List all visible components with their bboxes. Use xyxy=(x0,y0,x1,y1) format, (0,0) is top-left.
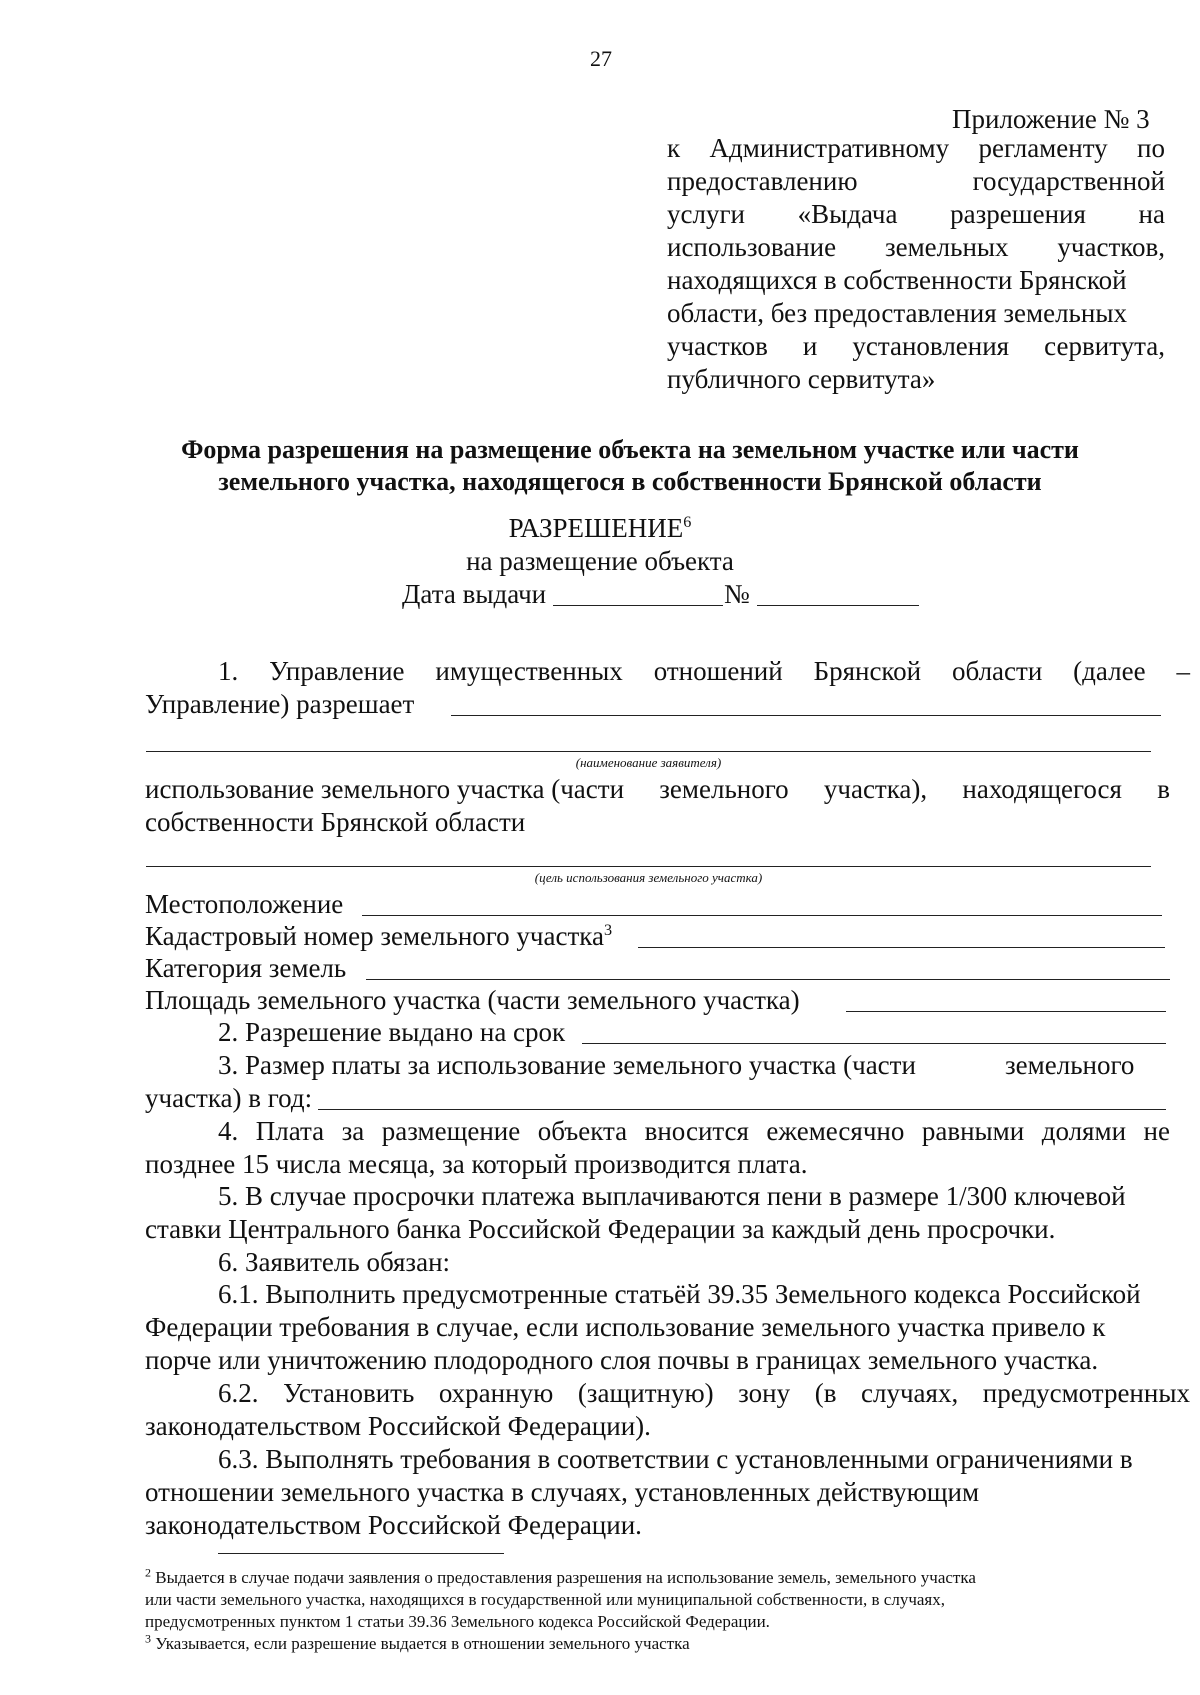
date-field[interactable] xyxy=(553,605,723,606)
footnote-2-line2: или части земельного участка, находящихся в государственной или муниципальной собственности, в случаях, xyxy=(145,1590,945,1609)
category-field[interactable] xyxy=(366,979,1170,980)
footnote-2-line1: $^2$ Выдается в случае подачи заявления о предоставления разрешения на использование земель, земельного участка xyxy=(145,1565,976,1587)
purpose-field[interactable] xyxy=(146,866,1151,867)
item61-line3: порче или уничтожению плодородного слоя почвы в границах земельного участка. xyxy=(145,1345,1099,1375)
number-field[interactable] xyxy=(757,605,919,606)
item61-line1: 6.1. Выполнить предусмотренные статьёй 39.35 Земельного кодекса Российской xyxy=(218,1279,1141,1309)
item3-line2: участка) в год: xyxy=(145,1083,313,1113)
date-label: Дата выдачи xyxy=(402,579,547,609)
item63-line2: отношении земельного участка в случаях, установленных действующим xyxy=(145,1477,980,1507)
item1-line1: 1. Управление имущественных отношений Брянской области (далее – xyxy=(218,656,1190,686)
appendix-title: Приложение № 3 xyxy=(952,104,1150,134)
item2: 2. Разрешение выдано на срок xyxy=(218,1017,566,1047)
number-label: № xyxy=(724,579,750,609)
appendix-line: услуги «Выдача разрешения на xyxy=(667,199,1165,229)
footnote-separator xyxy=(218,1553,504,1554)
caption-applicant: (наименование заявителя) xyxy=(575,755,722,770)
item1-line2: Управление) разрешает xyxy=(145,689,415,719)
page-number: 27 xyxy=(590,46,612,71)
item1-line4: собственности Брянской области xyxy=(145,807,526,837)
term-field[interactable] xyxy=(582,1043,1166,1044)
item63-line3: законодательством Российской Федерации. xyxy=(145,1510,642,1540)
cadastral-label: Кадастровый номер земельного участка$^3$ xyxy=(145,921,613,951)
location-label: Местоположение xyxy=(145,889,344,919)
category-label: Категория земель xyxy=(145,953,347,983)
appendix-line: к Административному регламенту по xyxy=(667,133,1165,163)
appendix-line: публичного сервитута» xyxy=(667,364,936,394)
fee-field[interactable] xyxy=(318,1109,1166,1110)
cadastral-field[interactable] xyxy=(638,947,1165,948)
caption-purpose: (цель использования земельного участка) xyxy=(534,870,763,885)
item3-line1-end: земельного xyxy=(1005,1050,1135,1080)
permit-subheading: на размещение объекта xyxy=(466,546,734,576)
permit-heading: РАЗРЕШЕНИЕ$^6$ xyxy=(508,513,692,543)
footnote-2-line3: предусмотренных пунктом 1 статьи 39.36 Земельного кодекса Российской Федерации. xyxy=(145,1612,770,1631)
area-label: Площадь земельного участка (части земельного участка) xyxy=(145,985,800,1015)
area-field[interactable] xyxy=(846,1011,1166,1012)
item62-line2: законодательством Российской Федерации). xyxy=(145,1411,651,1441)
appendix-line: предоставлению государственной xyxy=(667,166,1165,196)
item61-line2: Федерации требования в случае, если использование земельного участка привело к xyxy=(145,1312,1106,1342)
location-field[interactable] xyxy=(362,915,1162,916)
item4-line1: 4. Плата за размещение объекта вносится ежемесячно равными долями не xyxy=(218,1116,1170,1146)
applicant-field-2[interactable] xyxy=(146,751,1151,752)
item63-line1: 6.3. Выполнять требования в соответствии с установленными ограничениями в xyxy=(218,1444,1133,1474)
item1-line3: использование земельного участка (части земельного участка), находящегося в xyxy=(145,774,1170,804)
item62-line1: 6.2. Установить охранную (защитную) зону (в случаях, предусмотренных xyxy=(218,1378,1190,1408)
appendix-line: участков и установления сервитута, xyxy=(667,331,1165,361)
item4-line2: позднее 15 числа месяца, за который производится плата. xyxy=(145,1149,808,1179)
appendix-block xyxy=(667,132,1165,396)
applicant-field[interactable] xyxy=(451,715,1161,716)
item6: 6. Заявитель обязан: xyxy=(218,1247,451,1277)
item5-line2: ставки Центрального банка Российской Федерации за каждый день просрочки. xyxy=(145,1214,1056,1244)
appendix-line: области, без предоставления земельных xyxy=(667,298,1127,328)
item3-line1: 3. Размер платы за использование земельного участка (части xyxy=(218,1050,916,1080)
item5-line1: 5. В случае просрочки платежа выплачиваются пени в размере 1/300 ключевой xyxy=(218,1181,1126,1211)
form-title-line1: Форма разрешения на размещение объекта на земельном участке или части xyxy=(181,435,1079,464)
footnote-3: $^3$ Указывается, если разрешение выдается в отношении земельного участка xyxy=(145,1631,690,1653)
form-title-line2: земельного участка, находящегося в собственности Брянской области xyxy=(218,467,1042,496)
appendix-line: находящихся в собственности Брянской xyxy=(667,265,1127,295)
appendix-line: использование земельных участков, xyxy=(667,232,1165,262)
